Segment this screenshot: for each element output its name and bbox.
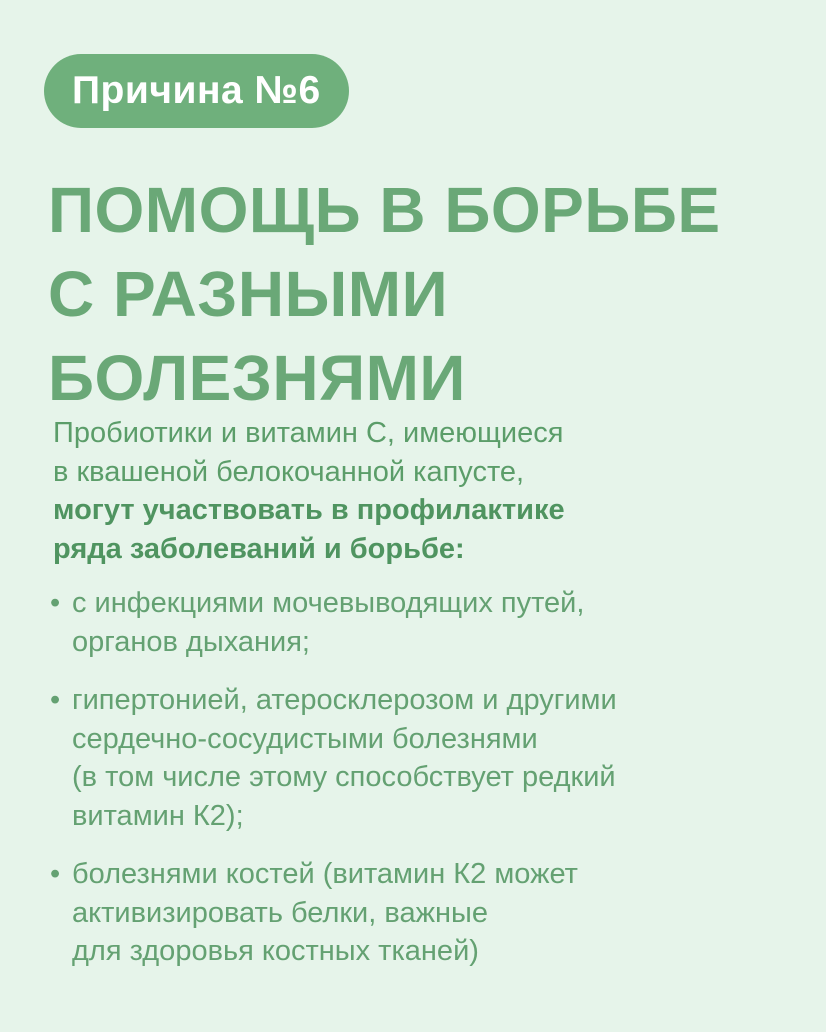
title-line: С РАЗНЫМИ bbox=[48, 258, 449, 330]
bullet-icon: • bbox=[50, 684, 61, 716]
intro-bold-line: ряда заболеваний и борьбе: bbox=[53, 532, 465, 565]
list-item-line: болезнями костей (витамин К2 может bbox=[72, 858, 578, 890]
title-line: БОЛЕЗНЯМИ bbox=[48, 342, 466, 414]
list-item-line: витамин К2); bbox=[72, 799, 244, 832]
list-item-line: для здоровья костных тканей) bbox=[72, 935, 479, 967]
list-item bbox=[50, 681, 810, 835]
intro-line: в квашеной белокочанной капусте, bbox=[53, 455, 525, 488]
intro-bold-line: могут участвовать в профилактике bbox=[53, 494, 565, 526]
list-item-line: сердечно-сосудистыми болезнями bbox=[72, 722, 538, 755]
list-item bbox=[50, 855, 810, 971]
bullet-icon: • bbox=[50, 587, 61, 619]
bullet-icon: • bbox=[50, 858, 61, 890]
intro-paragraph bbox=[53, 414, 773, 568]
page-title bbox=[48, 168, 818, 420]
list-item-line: с инфекциями мочевыводящих путей, bbox=[72, 587, 585, 619]
list-item-line: активизировать белки, важные bbox=[72, 896, 488, 929]
reason-badge bbox=[44, 54, 349, 128]
list-item-line: органов дыхания; bbox=[72, 625, 310, 658]
intro-line: Пробиотики и витамин С, имеющиеся bbox=[53, 417, 564, 449]
disease-list bbox=[50, 584, 810, 991]
list-item-line: (в том числе этому способствует редкий bbox=[72, 761, 616, 793]
reason-badge-label: Причина №6 bbox=[72, 69, 321, 112]
list-item-line: гипертонией, атеросклерозом и другими bbox=[72, 684, 617, 716]
list-item bbox=[50, 584, 810, 661]
title-line: ПОМОЩЬ В БОРЬБЕ bbox=[48, 174, 721, 246]
